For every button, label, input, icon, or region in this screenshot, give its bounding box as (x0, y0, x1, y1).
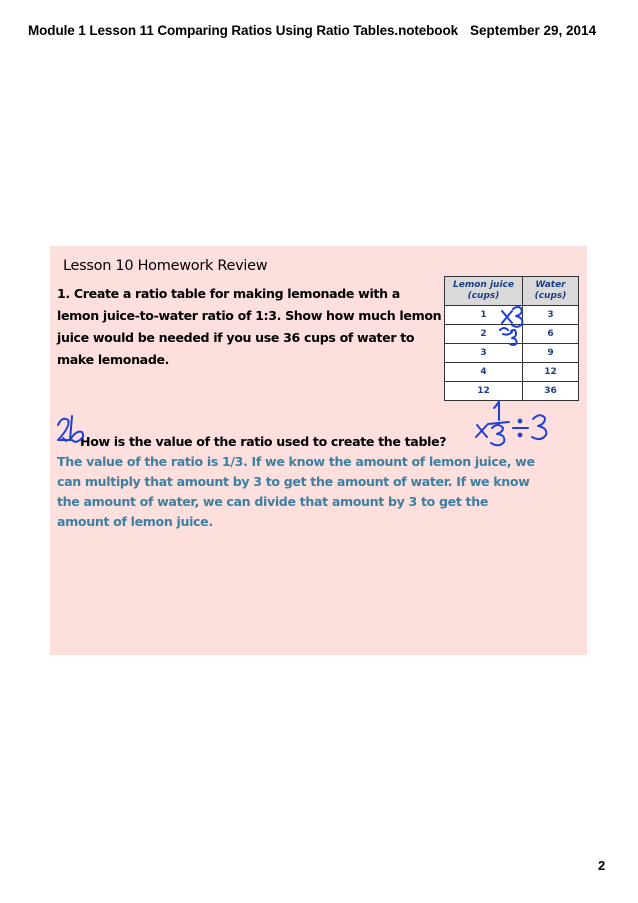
page-number: 2 (598, 858, 606, 873)
table-cell: 12 (445, 382, 523, 401)
table-row (445, 382, 579, 401)
table-cell: 3 (523, 306, 579, 325)
table-row (445, 325, 579, 344)
column-header-lemon-juice: Lemon juice (cups) (445, 277, 523, 306)
table-cell: 4 (445, 363, 523, 382)
table-cell: 1 (445, 306, 523, 325)
table-row (445, 344, 579, 363)
document-title: Module 1 Lesson 11 Comparing Ratios Using Ratio Tables.notebook (28, 23, 459, 38)
ratio-table (444, 276, 579, 401)
table-cell: 2 (445, 325, 523, 344)
table-row (445, 306, 579, 325)
table-cell: 12 (523, 363, 579, 382)
table-row (445, 363, 579, 382)
table-cell: 9 (523, 344, 579, 363)
document-date: September 29, 2014 (470, 23, 597, 38)
column-header-water: Water (cups) (523, 277, 579, 306)
table-cell: 6 (523, 325, 579, 344)
lesson-title: Lesson 10 Homework Review (63, 258, 268, 274)
table-header-row (445, 277, 579, 306)
table-cell: 36 (523, 382, 579, 401)
question-1: 1. Create a ratio table for making lemonade with a lemon juice-to-water ratio of 1:3. Show how much lemon juice would be needed if you use 36 cups of water to make lemonade. (57, 286, 442, 367)
question-2: How is the value of the ratio used to create the table? (80, 434, 447, 449)
table-cell: 3 (445, 344, 523, 363)
answer-text: The value of the ratio is 1/3. If we know the amount of lemon juice, we can multiply that amount by 3 to get the amount of water. If we know the amount of water, we can divide that amount by 3 to get the amount of lemon juice. (57, 454, 535, 529)
